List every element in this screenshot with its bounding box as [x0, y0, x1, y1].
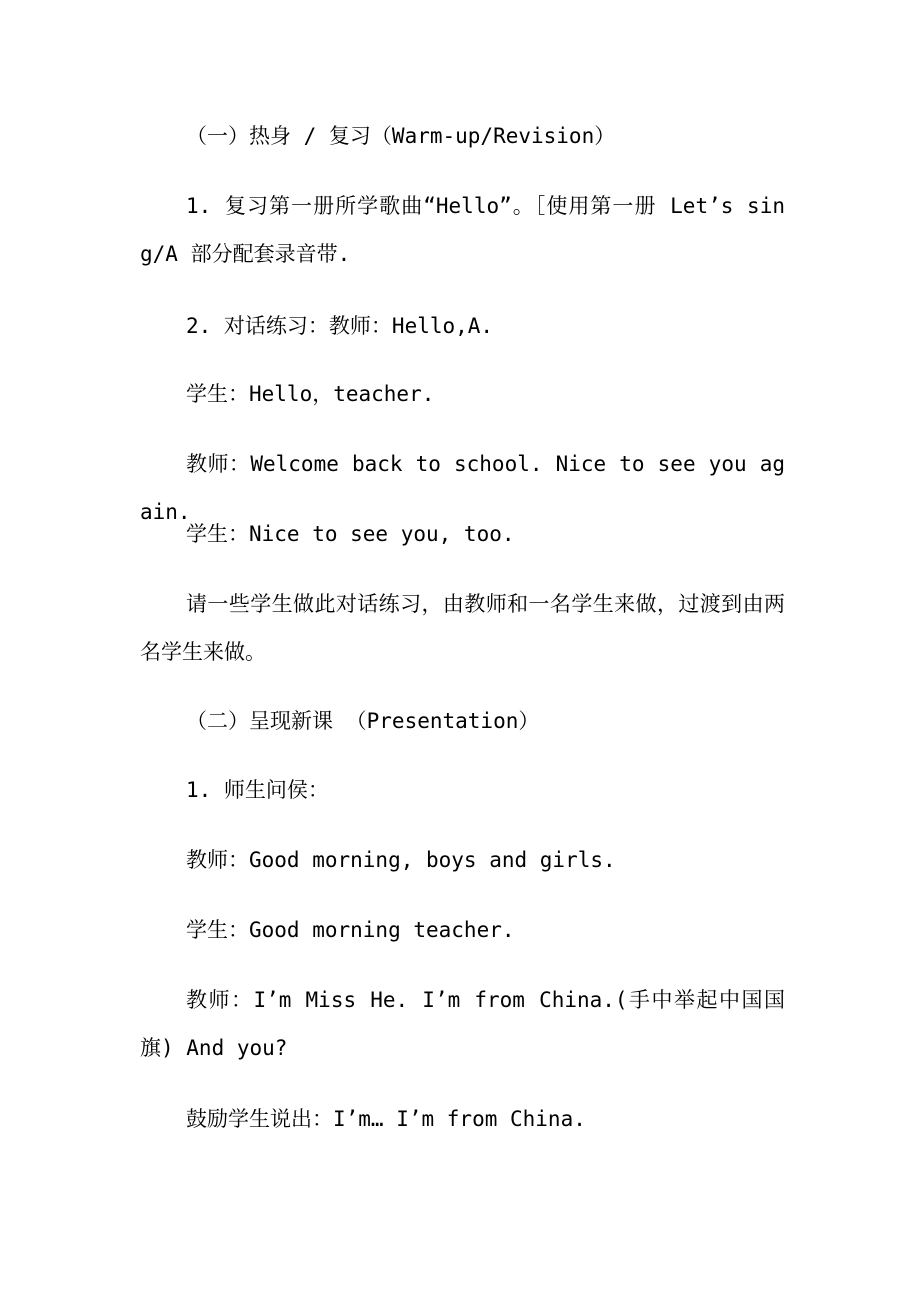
paragraph-student-line: 学生：Hello，teacher.	[186, 382, 435, 406]
paragraph-teacher-line: 教师：Good morning, boys and girls.	[186, 848, 616, 872]
paragraph-teacher-intro: 教师：I’m Miss He. I’m from China.(手中举起中国国旗) And you?	[140, 988, 785, 1060]
paragraph-student-line: 学生：Nice to see you, too.	[186, 522, 515, 546]
section-heading-presentation: （二）呈现新课 （Presentation）	[186, 709, 540, 733]
paragraph-teacher-line: 教师：Welcome back to school. Nice to see you again.	[140, 452, 785, 524]
paragraph-encourage-students: 鼓励学生说出：I’m… I’m from China.	[186, 1107, 586, 1131]
paragraph-greeting-step: 1. 师生问侯：	[186, 778, 329, 802]
paragraph-review-song: 1. 复习第一册所学歌曲“Hello”。［使用第一册 Let’s sing/A 部分配套录音带.	[140, 194, 785, 266]
paragraph-practice-instruction: 请一些学生做此对话练习，由教师和一名学生来做，过渡到由两名学生来做。	[140, 592, 785, 664]
paragraph-dialogue-practice: 2. 对话练习：教师：Hello,A.	[186, 314, 494, 338]
section-heading-warmup: （一）热身 / 复习（Warm-up/Revision）	[186, 124, 616, 148]
paragraph-student-line: 学生：Good morning teacher.	[186, 918, 515, 942]
